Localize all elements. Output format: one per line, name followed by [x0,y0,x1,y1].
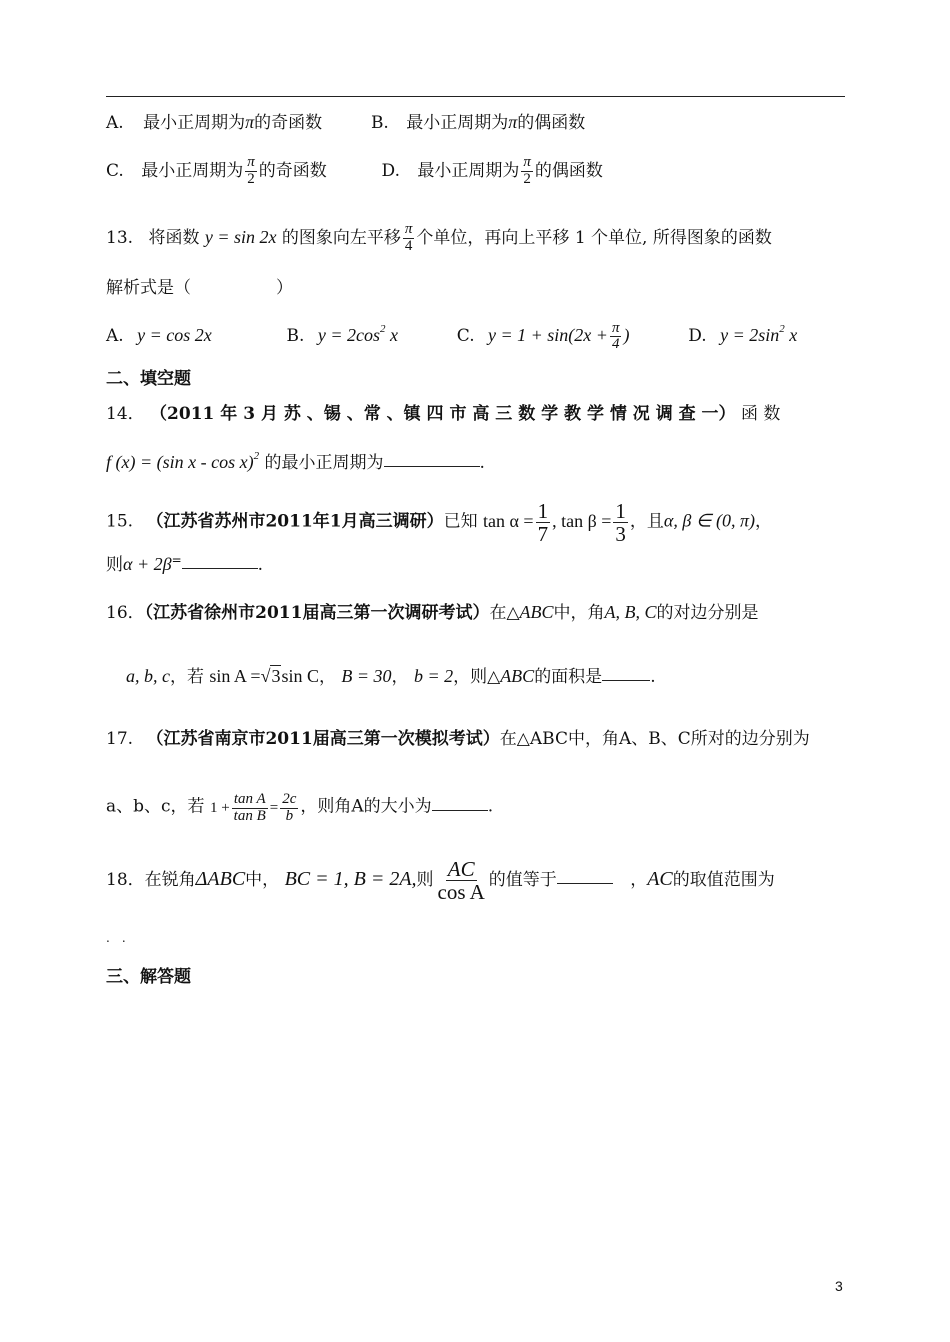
q18-line1: 18．在锐角ΔABC中， BC = 1, B = 2A,则 $\frac{AC}{\text{cos A}}$ 的值等于 ，AC的取值范围为 [106,857,775,905]
q12-c-label: C. [106,160,124,181]
q17-number: 17. [106,729,134,749]
q17-line1: 17. （江苏省南京市2011届高三第一次模拟考试）在△ABC中，角A、B、C所对的边分别为 [106,729,810,749]
q13-a-expr: y = cos 2x [137,325,212,345]
pi-symbol: π [508,112,518,132]
q12-a-text-after: 的奇函数 [254,113,323,133]
q14-number: 14． [106,404,145,424]
q12-d-text-after: 的偶函数 [534,160,603,181]
q13-line2: 解析式是（ ） [106,278,293,298]
q15-condition: α, β ∈ (0, π) [663,510,756,531]
q13-text: 个单位，再向上平移 1 个单位, 所得图象的函数 [416,227,772,248]
answer-blank[interactable] [557,882,613,884]
q16-condition-sine: sin A =√3sin C [209,666,319,686]
section-fill-in-heading: 二、填空题 [106,369,191,389]
q17-source: （江苏省南京市2011届高三第一次模拟考试） [146,729,500,749]
q12-options-cd [106,155,603,188]
q13-c-label: C. [456,326,475,346]
q16-number: 16． [106,603,145,623]
q14-text: 的最小正周期为 [264,453,384,473]
section-answer-heading: 三、解答题 [106,967,191,987]
q13-d-expr: $y = 2\sin^2$ x [720,323,798,345]
q12-options-ab [106,110,585,135]
q18-number: 18． [106,870,145,891]
page-number: 3 [835,1278,843,1294]
pi-over-4-fraction: $\frac{\pi}{4}$ [404,221,413,254]
header-rule [106,96,845,97]
q14-source: （2011 年 3 月 苏 、锡 、常 、镇 四 市 高 三 数 学 教 学 情 况 调 查 一） [150,404,736,424]
q13-b-expr: $y = 2\cos^2$ x [317,323,398,345]
q14-text: 函 数 [740,404,781,424]
q12-b-label: B. [370,113,389,133]
q13-line1 [106,222,772,255]
q15-expression: α + 2β [123,554,172,574]
q17-line2: a、b、c，若 1 + $\frac{\text{tan A}}{\text{tan B}}$ = $\frac{2c}{b}$ ，则角A的大小为 . [106,791,494,824]
q12-a-text: 最小正周期为 [143,113,246,133]
q18-line2: . . [106,931,126,945]
q12-c-text-after: 的奇函数 [258,160,327,181]
answer-blank[interactable] [602,679,650,681]
q16-line2: a, b, c，若 sin A =√3sin C， B = 30， b = 2，则△ABC的面积是 . [126,666,656,687]
q15-tan-alpha: tan α = $\frac{1}{7}$ , tan β = $\frac{1}{3}$ [483,499,626,547]
q13-options [106,317,797,353]
pi-over-2-fraction: $\frac{\pi}{2}$ [523,154,531,187]
q13-a-label: A. [106,326,124,346]
q13-c-expr: y = 1 + sin(2x + $\frac{\pi}{4}$ ) [488,319,630,353]
pi-over-2-fraction: $\frac{\pi}{2}$ [247,154,255,187]
q12-d-label: D. [381,160,400,181]
answer-blank[interactable] [384,465,480,467]
q12-b-text: 最小正周期为 [406,113,509,133]
q13-number: 13. [106,227,134,248]
q13-function: y = sin 2x [204,226,277,247]
pi-symbol: π [245,112,255,132]
q12-c-text: 最小正周期为 [141,160,244,181]
q12-d-text: 最小正周期为 [417,160,520,181]
answer-blank[interactable] [182,567,258,569]
q13-d-label: D. [688,326,707,346]
q13-b-label: B. [286,326,305,346]
q16-source: （江苏省徐州市2011届高三第一次调研考试） [144,603,490,623]
q15-number: 15. [106,511,134,532]
q12-b-text-after: 的偶函数 [517,113,586,133]
q12-a-label: A. [106,113,124,133]
q15-line2: 则α + 2β= . [106,553,264,575]
q13-text: 将函数 [148,227,200,248]
q13-text: 的图象向左平移 [281,227,401,248]
q16-line1: 16．（江苏省徐州市2011届高三第一次调研考试）在△ABC中，角A, B, C的对边分别是 [106,602,759,623]
answer-blank[interactable] [432,809,488,811]
q17-equation: 1 + $\frac{\text{tan A}}{\text{tan B}}$ = $\frac{2c}{b}$ [209,791,297,824]
q15-source: （江苏省苏州市2011年1月高三调研） [146,511,444,532]
q14-function: f (x) = (sin x - cos x)$^2$ [106,450,260,472]
q14-line1 [106,402,780,426]
q14-line2: f (x) = (sin x - cos x)$^2$ 的最小正周期为 . [106,450,485,473]
q18-fraction: $\frac{AC}{\text{cos A}}$ [437,857,485,905]
q15-line1: 15. （江苏省苏州市2011年1月高三调研）已知 tan α = $\frac{1}{7}$ , tan β = $\frac{1}{3}$ ，且α, β ∈ (0, π)， [106,499,773,547]
